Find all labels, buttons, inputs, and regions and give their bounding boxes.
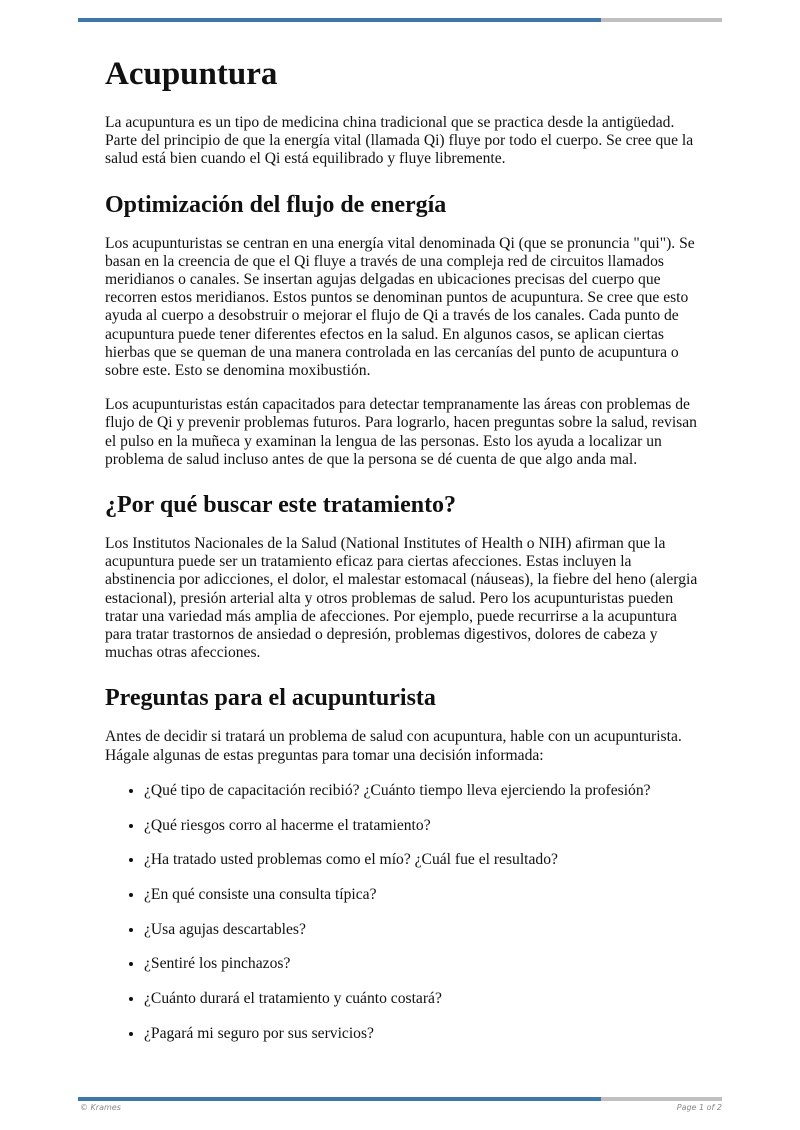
paragraph: Antes de decidir si tratará un problema de salud con acupuntura, hable con un acupunturista. Hágale algunas de estas preguntas para tomar una decisión informada: <box>105 728 682 764</box>
footer-progress-fill <box>78 1097 601 1101</box>
paragraph: Los Institutos Nacionales de la Salud (National Institutes of Health o NIH) afirman que la acupuntura puede ser un tratamiento eficaz para ciertas afecciones. Estas incluyen la abstinencia por adicciones, el dolor, el malestar estomacal (náuseas), la fiebre del heno (alergia estacional), presión arterial alta y otros problemas de salud. Pero los acupunturistas pueden tratar una variedad más amplia de afecciones. Por ejemplo, puede recurrirse a la acupuntura para tratar trastornos de ansiedad o depresión, problemas digestivos, dolores de cabeza y muchas otras afecciones. <box>105 535 698 662</box>
section-heading: Optimización del flujo de energía <box>105 191 447 218</box>
footer-page-number: Page 1 of 2 <box>676 1103 722 1112</box>
section-why-treatment <box>105 489 705 662</box>
paragraph: Los acupunturistas se centran en una energía vital denominada Qi (que se pronuncia "qui"). Se basan en la creencia de que el Qi fluye a través de una compleja red de circuitos llamados meridianos o canales. Se insertan agujas delgadas en ubicaciones precisas del cuerpo que recorren estos meridianos. Estos puntos se denominan puntos de acupuntura. Se cree que esto ayuda al cuerpo a desobstruir o mejorar el flujo de Qi a través de los canales. Cada punto de acupuntura puede tener diferentes efectos en la salud. En algunos casos, se aplican ciertas hierbas que se queman de una manera controlada en las cercanías del punto de acupuntura o sobre este. Esto se denomina moxibustión. <box>105 234 695 380</box>
section-heading: ¿Por qué buscar este tratamiento? <box>105 492 457 519</box>
document-body <box>105 52 705 1063</box>
list-item: • ¿Qué riesgos corro al hacerme el tratamiento? <box>144 817 705 835</box>
footer-progress-bar <box>78 1097 722 1101</box>
list-item: • ¿Qué tipo de capacitación recibió? ¿Cuánto tiempo lleva ejerciendo la profesión? <box>144 782 705 800</box>
list-item: • ¿Cuánto durará el tratamiento y cuánto costará? <box>144 990 705 1008</box>
list-item: • ¿Usa agujas descartables? <box>144 921 705 939</box>
list-item: • ¿Pagará mi seguro por sus servicios? <box>144 1025 705 1043</box>
section-heading: Preguntas para el acupunturista <box>105 685 436 712</box>
intro-paragraph: La acupuntura es un tipo de medicina china tradicional que se practica desde la antigüedad. Parte del principio de que la energía vital (llamada Qi) fluye por todo el cuerpo. Se cree que la salud está bien cuando el Qi está equilibrado y fluye libremente. <box>105 114 694 168</box>
page-title: Acupuntura <box>105 56 278 92</box>
section-energy-flow <box>105 189 705 469</box>
paragraph: Los acupunturistas están capacitados para detectar tempranamente las áreas con problemas de flujo de Qi y prevenir problemas futuros. Para lograrlo, hacen preguntas sobre la salud, revisan el pulso en la muñeca y examinan la lengua de las personas. Esto los ayuda a localizar un problema de salud incluso antes de que la persona se dé cuenta de que algo anda mal. <box>105 396 697 468</box>
header-progress-bar <box>78 18 722 22</box>
list-item: • ¿Sentiré los pinchazos? <box>144 955 705 973</box>
footer-copyright: © Krames <box>80 1103 121 1112</box>
header-progress-fill <box>78 18 601 22</box>
questions-list <box>105 782 705 1043</box>
section-questions <box>105 682 705 1043</box>
list-item: • ¿Ha tratado usted problemas como el mío? ¿Cuál fue el resultado? <box>144 851 705 869</box>
list-item: • ¿En qué consiste una consulta típica? <box>144 886 705 904</box>
